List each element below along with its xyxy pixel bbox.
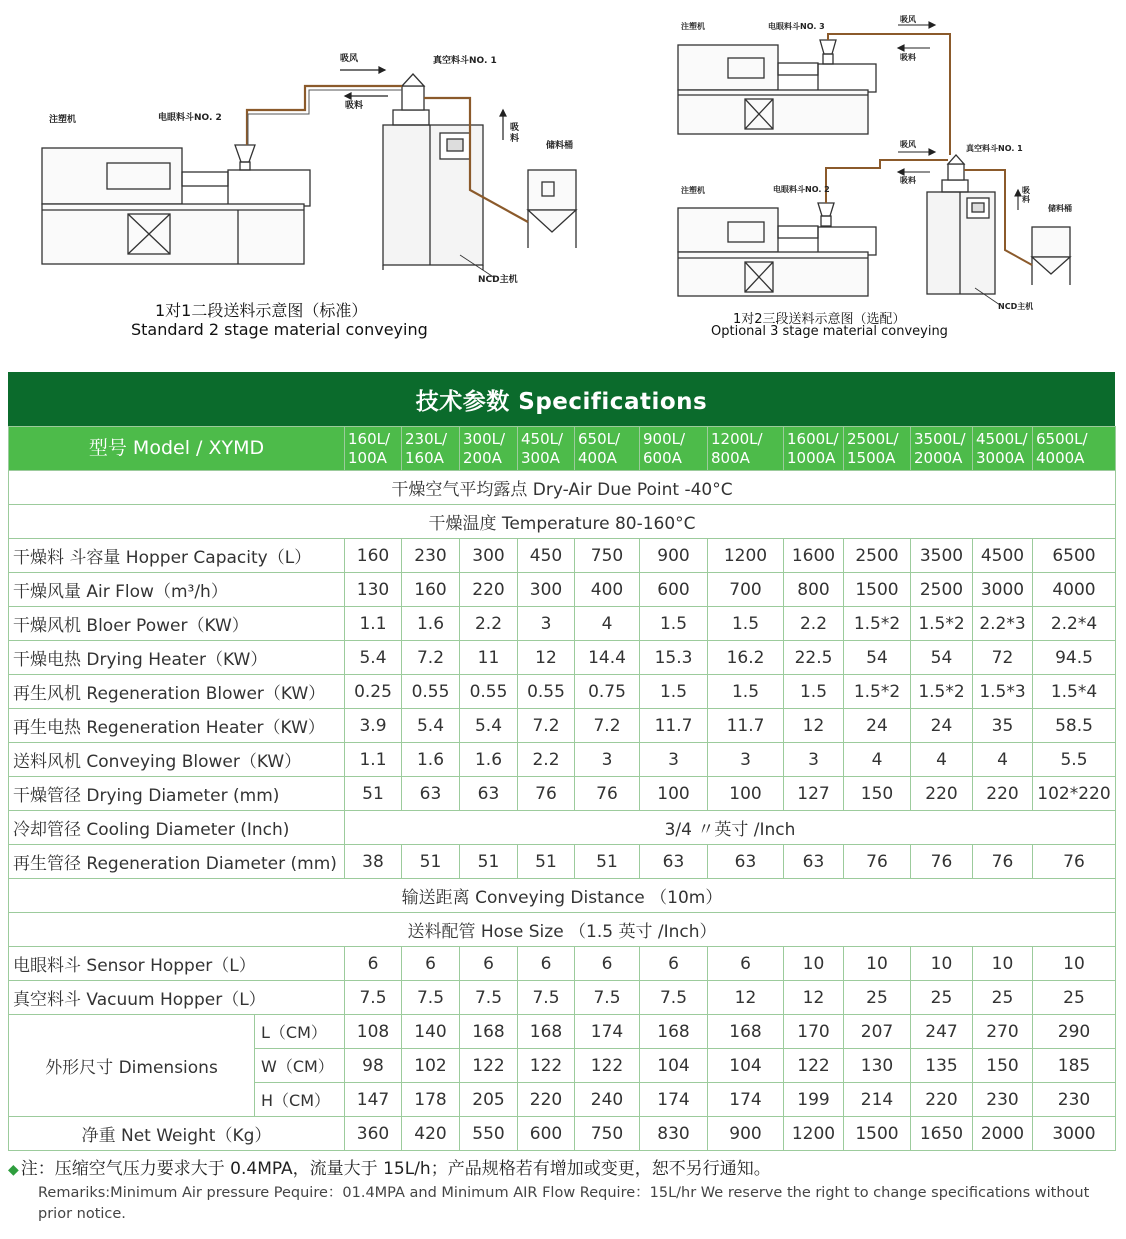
dimension-value: 102: [402, 1049, 460, 1083]
label2-suction-material-vertical: 吸料: [1022, 186, 1030, 204]
spec-row-6-value: 4: [844, 743, 911, 777]
dimension-value: 199: [784, 1083, 844, 1117]
spec-row-0-value: 2500: [844, 539, 911, 573]
dew-point-row: [9, 471, 1116, 505]
spec-row-7-value: 150: [844, 777, 911, 811]
net-weight-value: 1500: [844, 1117, 911, 1151]
label-storage-bin: 储料桶: [546, 141, 574, 151]
injection-machine-2-top: [678, 40, 876, 134]
dimension-value: 122: [575, 1049, 640, 1083]
spec-row-7-value: 63: [402, 777, 460, 811]
hopper-row-1-value: 7.5: [518, 981, 575, 1015]
dimension-value: 130: [844, 1049, 911, 1083]
model-name-part: 800A: [711, 448, 750, 467]
model-name-part: 650L/: [578, 429, 621, 448]
model-name-part: 400A: [578, 448, 617, 467]
dimension-value: 214: [844, 1083, 911, 1117]
dimension-value: 135: [911, 1049, 973, 1083]
model-name-part: 160A: [405, 448, 444, 467]
spec-row-6-value: 3: [708, 743, 784, 777]
model-col-5: [640, 427, 708, 471]
label-main-unit: NCD主机: [478, 275, 518, 285]
hopper-row-1-value: 25: [1033, 981, 1116, 1015]
spec-row-4-value: 1.5: [708, 675, 784, 709]
spec-row-6-value: 3: [784, 743, 844, 777]
hopper-row-1-label: 真空料斗 Vacuum Hopper（L）: [9, 981, 345, 1015]
spec-row-5-value: 58.5: [1033, 709, 1116, 743]
regen-diameter-row-value: 51: [402, 845, 460, 879]
net-weight-label: 净重 Net Weight（Kg）: [9, 1117, 345, 1151]
spec-row-6-value: 4: [911, 743, 973, 777]
spec-row-7-value: 220: [973, 777, 1033, 811]
spec-row-4-value: 0.75: [575, 675, 640, 709]
spec-row-2-label: 干燥风机 Bloer Power（KW）: [9, 607, 345, 641]
model-name-part: 2000A: [914, 448, 963, 467]
regen-diameter-row-value: 51: [575, 845, 640, 879]
spec-row-6-label: 送料风机 Conveying Blower（KW）: [9, 743, 345, 777]
spec-row-3: [9, 641, 1116, 675]
dimension-value: 168: [460, 1015, 518, 1049]
spec-row-6-value: 1.1: [345, 743, 402, 777]
spec-row-3-value: 22.5: [784, 641, 844, 675]
dimension-value: 270: [973, 1015, 1033, 1049]
hose-size-row: [9, 913, 1116, 947]
spec-row-1-value: 700: [708, 573, 784, 607]
model-name-part: 1500A: [847, 448, 896, 467]
hopper-row-0-value: 6: [518, 947, 575, 981]
dimension-value: 220: [911, 1083, 973, 1117]
net-weight-value: 600: [518, 1117, 575, 1151]
hopper-row-1: [9, 981, 1116, 1015]
spec-row-3-value: 12: [518, 641, 575, 675]
dimension-sub-label: W（CM）: [255, 1049, 345, 1083]
dimension-value: 122: [784, 1049, 844, 1083]
spec-row-5-value: 7.2: [518, 709, 575, 743]
spec-title: 技术参数 Specifications: [8, 372, 1115, 426]
spec-row-2-value: 1.5: [708, 607, 784, 641]
model-name-part: 1000A: [787, 448, 836, 467]
spec-row-0-value: 900: [640, 539, 708, 573]
dimension-value: 104: [640, 1049, 708, 1083]
label2-storage-bin: 储料桶: [1048, 204, 1072, 213]
model-name-part: 3500L/: [914, 429, 966, 448]
spec-row-3-value: 5.4: [345, 641, 402, 675]
spec-row-3-value: 7.2: [402, 641, 460, 675]
spec-row-0-label: 干燥料 斗容量 Hopper Capacity（L）: [9, 539, 345, 573]
model-name-part: 450L/: [521, 429, 564, 448]
spec-row-0: [9, 539, 1116, 573]
spec-row-4-value: 1.5: [640, 675, 708, 709]
spec-row-6: [9, 743, 1116, 777]
spec-row-0-value: 750: [575, 539, 640, 573]
hopper-row-1-value: 7.5: [640, 981, 708, 1015]
ncd-unit-2: [927, 155, 995, 294]
regen-diameter-row-value: 76: [911, 845, 973, 879]
dimension-value: 230: [1033, 1083, 1116, 1117]
caption-en-2: Optional 3 stage material conveying: [711, 324, 948, 339]
spec-row-3-label: 干燥电热 Drying Heater（KW）: [9, 641, 345, 675]
model-name-part: 900L/: [643, 429, 686, 448]
label2-sensor-hopper-2: 电眼料斗NO. 2: [773, 185, 830, 194]
model-col-8: [844, 427, 911, 471]
dimensions-label: 外形尺寸 Dimensions: [9, 1015, 255, 1117]
spec-row-1-value: 2500: [911, 573, 973, 607]
dimension-value: 174: [575, 1015, 640, 1049]
model-name-part: 4500L/: [976, 429, 1028, 448]
net-weight-value: 550: [460, 1117, 518, 1151]
label-suction-material-vertical: 吸料: [510, 123, 520, 144]
spec-row-3-value: 54: [844, 641, 911, 675]
dimension-value: 174: [708, 1083, 784, 1117]
model-name-part: 2500L/: [847, 429, 899, 448]
spec-row-4: [9, 675, 1116, 709]
spec-row-5-value: 24: [844, 709, 911, 743]
net-weight-value: 900: [708, 1117, 784, 1151]
spec-row-5-value: 3.9: [345, 709, 402, 743]
spec-row-2-value: 4: [575, 607, 640, 641]
model-name-part: 6500L/: [1036, 429, 1088, 448]
spec-row-0-value: 450: [518, 539, 575, 573]
net-weight-value: 2000: [973, 1117, 1033, 1151]
spec-row-6-value: 3: [575, 743, 640, 777]
hopper-row-1-value: 25: [973, 981, 1033, 1015]
dimension-value: 230: [973, 1083, 1033, 1117]
dimension-value: 185: [1033, 1049, 1116, 1083]
spec-row-6-value: 1.6: [460, 743, 518, 777]
model-name-part: 4000A: [1036, 448, 1085, 467]
hopper-row-0-value: 10: [911, 947, 973, 981]
dimension-value: 170: [784, 1015, 844, 1049]
spec-row-3-value: 15.3: [640, 641, 708, 675]
dimension-value: 247: [911, 1015, 973, 1049]
dimension-value: 205: [460, 1083, 518, 1117]
spec-row-4-value: 1.5*2: [911, 675, 973, 709]
label2-suction-material-top: 吸料: [900, 53, 916, 62]
spec-row-1: [9, 573, 1116, 607]
spec-row-7-value: 102*220: [1033, 777, 1116, 811]
ncd-unit-1: [383, 74, 483, 270]
cooling-diameter-label: 冷却管径 Cooling Diameter (Inch): [9, 811, 345, 845]
spec-row-6-value: 5.5: [1033, 743, 1116, 777]
spec-row-2-value: 1.5: [640, 607, 708, 641]
hopper-row-0-value: 10: [1033, 947, 1116, 981]
spec-row-6-value: 1.6: [402, 743, 460, 777]
spec-row-5-value: 11.7: [708, 709, 784, 743]
net-weight-value: 1650: [911, 1117, 973, 1151]
net-weight-value: 1200: [784, 1117, 844, 1151]
conveying-distance-row: [9, 879, 1116, 913]
net-weight-row: [9, 1117, 1116, 1151]
regen-diameter-row-value: 51: [460, 845, 518, 879]
spec-row-2-value: 3: [518, 607, 575, 641]
spec-row-4-value: 0.55: [460, 675, 518, 709]
dimension-value: 240: [575, 1083, 640, 1117]
dimension-value: 168: [518, 1015, 575, 1049]
model-header: 型号 Model / XYMD: [9, 427, 345, 471]
regen-diameter-row-value: 63: [640, 845, 708, 879]
label-suction-material: 吸料: [345, 101, 364, 111]
spec-row-2-value: 2.2: [460, 607, 518, 641]
dimension-value: 174: [640, 1083, 708, 1117]
model-col-9: [911, 427, 973, 471]
dimension-value: 150: [973, 1049, 1033, 1083]
spec-row-3-value: 11: [460, 641, 518, 675]
spec-row-4-value: 0.55: [402, 675, 460, 709]
hopper-row-1-value: 12: [708, 981, 784, 1015]
model-name-part: 200A: [463, 448, 502, 467]
hopper-row-1-value: 7.5: [345, 981, 402, 1015]
model-col-10: [973, 427, 1033, 471]
spec-row-4-value: 1.5*2: [844, 675, 911, 709]
dimension-value: 147: [345, 1083, 402, 1117]
spec-row-5-value: 5.4: [402, 709, 460, 743]
injection-machine-2-bottom: [678, 203, 876, 296]
spec-row-1-value: 800: [784, 573, 844, 607]
spec-row-3-value: 14.4: [575, 641, 640, 675]
net-weight-value: 420: [402, 1117, 460, 1151]
spec-row-7-value: 220: [911, 777, 973, 811]
model-name-part: 230L/: [405, 429, 448, 448]
hopper-row-0-value: 10: [844, 947, 911, 981]
spec-row-5-value: 7.2: [575, 709, 640, 743]
spec-row-5-value: 5.4: [460, 709, 518, 743]
hopper-row-1-value: 25: [911, 981, 973, 1015]
hopper-row-1-value: 7.5: [575, 981, 640, 1015]
spec-row-6-value: 4: [973, 743, 1033, 777]
model-col-7: [784, 427, 844, 471]
label2-vacuum-hopper-1: 真空料斗NO. 1: [966, 144, 1023, 153]
spec-row-7-value: 63: [460, 777, 518, 811]
spec-row-2-value: 2.2: [784, 607, 844, 641]
remarks: [8, 1154, 1118, 1225]
table-header-row: [9, 427, 1116, 471]
model-col-4: [575, 427, 640, 471]
net-weight-value: 360: [345, 1117, 402, 1151]
spec-row-3-value: 16.2: [708, 641, 784, 675]
storage-bin-1: [528, 170, 576, 248]
model-name-part: 3000A: [976, 448, 1025, 467]
spec-row-1-value: 300: [518, 573, 575, 607]
conveying-diagrams: [0, 0, 1126, 360]
spec-row-4-value: 0.25: [345, 675, 402, 709]
spec-row-6-value: 3: [640, 743, 708, 777]
model-col-6: [708, 427, 784, 471]
hopper-row-1-value: 12: [784, 981, 844, 1015]
net-weight-value: 750: [575, 1117, 640, 1151]
spec-row-5-value: 12: [784, 709, 844, 743]
spec-row-5: [9, 709, 1116, 743]
regen-diameter-row-value: 76: [844, 845, 911, 879]
regen-diameter-row-value: 76: [973, 845, 1033, 879]
model-name-part: 160L/: [348, 429, 391, 448]
hopper-row-0-label: 电眼料斗 Sensor Hopper（L）: [9, 947, 345, 981]
spec-row-2-value: 1.1: [345, 607, 402, 641]
model-col-1: [402, 427, 460, 471]
spec-row-5-value: 35: [973, 709, 1033, 743]
label2-injection-machine-top: 注塑机: [681, 22, 705, 31]
spec-row-1-label: 干燥风量 Air Flow（m³/h）: [9, 573, 345, 607]
diamond-bullet-icon: ◆: [8, 1162, 19, 1178]
spec-row-0-value: 4500: [973, 539, 1033, 573]
net-weight-value: 3000: [1033, 1117, 1116, 1151]
dimension-value: 168: [708, 1015, 784, 1049]
hopper-row-0-value: 6: [460, 947, 518, 981]
label-injection-machine: 注塑机: [49, 115, 77, 125]
spec-row-4-value: 1.5*4: [1033, 675, 1116, 709]
label2-suction-air-mid: 吸风: [900, 140, 916, 149]
spec-row-5-label: 再生电热 Regeneration Heater（KW）: [9, 709, 345, 743]
hopper-row-0-value: 6: [708, 947, 784, 981]
model-name-part: 1600L/: [787, 429, 839, 448]
label2-suction-air-top: 吸风: [900, 15, 916, 24]
spec-row-7: [9, 777, 1116, 811]
spec-row-2-value: 1.6: [402, 607, 460, 641]
spec-row-2-value: 2.2*4: [1033, 607, 1116, 641]
spec-row-1-value: 4000: [1033, 573, 1116, 607]
spec-section: [8, 372, 1115, 1151]
remark-cn-line: [8, 1154, 1118, 1179]
spec-row-0-value: 160: [345, 539, 402, 573]
spec-row-2: [9, 607, 1116, 641]
spec-row-7-label: 干燥管径 Drying Diameter (mm): [9, 777, 345, 811]
dimension-sub-label: H（CM）: [255, 1083, 345, 1117]
spec-row-1-value: 400: [575, 573, 640, 607]
spec-row-0-value: 3500: [911, 539, 973, 573]
hopper-row-0-value: 6: [345, 947, 402, 981]
spec-row-0-value: 1600: [784, 539, 844, 573]
cooling-diameter-row: [9, 811, 1116, 845]
spec-row-2-value: 1.5*2: [911, 607, 973, 641]
spec-row-7-value: 51: [345, 777, 402, 811]
regen-diameter-row-value: 51: [518, 845, 575, 879]
spec-row-1-value: 1500: [844, 573, 911, 607]
remark-cn: 注：压缩空气压力要求大于 0.4MPA，流量大于 15L/h；产品规格若有增加或变更，恕不另行通知。: [20, 1159, 771, 1179]
regen-diameter-row-value: 76: [1033, 845, 1116, 879]
hopper-row-0: [9, 947, 1116, 981]
spec-row-7-value: 76: [575, 777, 640, 811]
caption-cn-1: 1对1二段送料示意图（标准）: [155, 301, 368, 320]
spec-row-0-value: 230: [402, 539, 460, 573]
hopper-row-0-value: 6: [402, 947, 460, 981]
spec-row-6-value: 2.2: [518, 743, 575, 777]
temperature-row-value: 干燥温度 Temperature 80-160°C: [9, 505, 1116, 539]
spec-table: [8, 426, 1116, 1151]
hopper-row-0-value: 10: [973, 947, 1033, 981]
dimension-value: 168: [640, 1015, 708, 1049]
spec-row-1-value: 130: [345, 573, 402, 607]
model-col-0: [345, 427, 402, 471]
dimension-value: 140: [402, 1015, 460, 1049]
spec-row-5-value: 24: [911, 709, 973, 743]
spec-row-3-value: 72: [973, 641, 1033, 675]
spec-row-4-value: 1.5: [784, 675, 844, 709]
regen-diameter-row-label: 再生管径 Regeneration Diameter (mm): [9, 845, 345, 879]
model-name-part: 300A: [521, 448, 560, 467]
spec-row-7-value: 100: [640, 777, 708, 811]
spec-row-0-value: 1200: [708, 539, 784, 573]
dimension-value: 178: [402, 1083, 460, 1117]
spec-row-5-value: 11.7: [640, 709, 708, 743]
regen-diameter-row-value: 63: [784, 845, 844, 879]
label2-main-unit: NCD主机: [998, 302, 1034, 311]
label-sensor-hopper: 电眼料斗NO. 2: [158, 113, 222, 123]
spec-row-1-value: 3000: [973, 573, 1033, 607]
spec-row-0-value: 6500: [1033, 539, 1116, 573]
arrows-2: [898, 22, 1021, 210]
label2-suction-material-mid: 吸料: [900, 176, 916, 185]
label2-injection-machine-bottom: 注塑机: [681, 186, 705, 195]
injection-machine-1: [42, 145, 310, 264]
hopper-row-1-value: 7.5: [460, 981, 518, 1015]
model-col-2: [460, 427, 518, 471]
model-col-11: [1033, 427, 1116, 471]
dimension-value: 98: [345, 1049, 402, 1083]
spec-row-4-value: 1.5*3: [973, 675, 1033, 709]
spec-row-4-label: 再生风机 Regeneration Blower（KW）: [9, 675, 345, 709]
storage-bin-2: [1032, 227, 1070, 285]
hopper-row-0-value: 10: [784, 947, 844, 981]
dimension-value: 290: [1033, 1015, 1116, 1049]
label2-sensor-hopper-3: 电眼料斗NO. 3: [768, 22, 825, 31]
dimension-value: 122: [460, 1049, 518, 1083]
spec-row-7-value: 100: [708, 777, 784, 811]
regen-diameter-row: [9, 845, 1116, 879]
caption-cn-2: 1对2三段送料示意图（选配）: [733, 312, 906, 327]
regen-diameter-row-value: 63: [708, 845, 784, 879]
spec-row-1-value: 220: [460, 573, 518, 607]
spec-row-2-value: 1.5*2: [844, 607, 911, 641]
model-name-part: 300L/: [463, 429, 506, 448]
label-vacuum-hopper: 真空料斗NO. 1: [433, 56, 497, 66]
regen-diameter-row-value: 38: [345, 845, 402, 879]
label-suction-air: 吸风: [340, 54, 359, 64]
spec-row-0-value: 300: [460, 539, 518, 573]
spec-row-3-value: 54: [911, 641, 973, 675]
dimension-row-0: [9, 1015, 1116, 1049]
dimension-value: 104: [708, 1049, 784, 1083]
dimension-sub-label: L（CM）: [255, 1015, 345, 1049]
spec-row-1-value: 600: [640, 573, 708, 607]
spec-row-7-value: 76: [518, 777, 575, 811]
spec-row-7-value: 127: [784, 777, 844, 811]
dimension-value: 220: [518, 1083, 575, 1117]
cooling-diameter-value: 3/4 〃英寸 /Inch: [345, 811, 1116, 845]
model-col-3: [518, 427, 575, 471]
dimension-value: 207: [844, 1015, 911, 1049]
hopper-row-1-value: 25: [844, 981, 911, 1015]
hopper-row-0-value: 6: [575, 947, 640, 981]
dew-point-row-value: 干燥空气平均露点 Dry-Air Due Point -40°C: [9, 471, 1116, 505]
hose-size-row-value: 送料配管 Hose Size （1.5 英寸 /Inch）: [9, 913, 1116, 947]
model-name-part: 600A: [643, 448, 682, 467]
spec-row-2-value: 2.2*3: [973, 607, 1033, 641]
hopper-row-1-value: 7.5: [402, 981, 460, 1015]
model-name-part: 1200L/: [711, 429, 763, 448]
caption-en-1: Standard 2 stage material conveying: [131, 320, 428, 339]
hopper-row-0-value: 6: [640, 947, 708, 981]
dimension-value: 122: [518, 1049, 575, 1083]
spec-row-4-value: 0.55: [518, 675, 575, 709]
spec-row-1-value: 160: [402, 573, 460, 607]
spec-row-3-value: 94.5: [1033, 641, 1116, 675]
temperature-row: [9, 505, 1116, 539]
net-weight-value: 830: [640, 1117, 708, 1151]
model-name-part: 100A: [348, 448, 387, 467]
dimension-value: 108: [345, 1015, 402, 1049]
conveying-distance-row-value: 输送距离 Conveying Distance （10m）: [9, 879, 1116, 913]
remark-en: Remariks:Minimum Air pressure Pequire：01.4MPA and Minimum AIR Flow Require：15L/hr We reserve the right to change specifications without prior notice.: [38, 1185, 1090, 1222]
